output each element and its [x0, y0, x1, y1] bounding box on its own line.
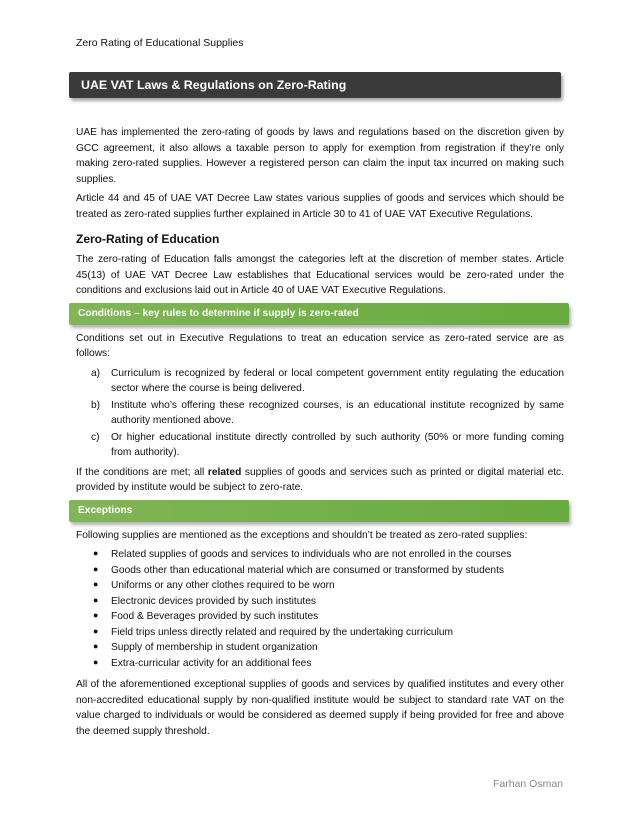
exceptions-closing: All of the aforementioned exceptional supplies of goods and services by qualified institutes and every other non-accredited educational supply by non-qualified institute would be subject to standard rate VAT on the value charged to individuals or would be considered as deemed supply if being provided for free and above the deemed supply threshold.: [76, 679, 564, 737]
condition-item: [76, 398, 564, 429]
exception-text: Electronic devices provided by such institutes: [111, 595, 316, 607]
bullet-icon: ●: [93, 656, 99, 667]
conditions-closing: [76, 465, 564, 496]
exceptions-intro: Following supplies are mentioned as the exceptions and shouldn’t be treated as zero-rated supplies:: [76, 529, 528, 541]
bullet-icon: ●: [93, 548, 99, 559]
bullet-icon: ●: [93, 594, 99, 605]
condition-marker: b): [91, 399, 101, 411]
exception-item: [76, 563, 564, 579]
main-section-banner: UAE VAT Laws & Regulations on Zero-Rating: [69, 72, 561, 98]
condition-marker: a): [91, 367, 101, 379]
exception-text: Extra-curricular activity for an additional fees: [111, 657, 312, 669]
condition-text: Or higher educational institute directly controlled by such authority (50% or more funding coming from authority).: [111, 431, 564, 459]
document-body: [76, 125, 564, 743]
exception-item: [76, 547, 564, 563]
page-header: Zero Rating of Educational Supplies: [76, 37, 244, 49]
education-heading: Zero-Rating of Education: [76, 232, 220, 246]
bullet-icon: ●: [93, 610, 99, 621]
conditions-closing-before: If the conditions are met; all: [76, 466, 208, 478]
exception-text: Related supplies of goods and services to individuals who are not enrolled in the courses: [111, 549, 512, 561]
exception-item: [76, 640, 564, 656]
exception-text: Food & Beverages provided by such institutes: [111, 611, 319, 623]
exceptions-banner: Exceptions: [69, 500, 569, 522]
exception-item: [76, 656, 564, 672]
intro-paragraph-1: UAE has implemented the zero-rating of goods by laws and regulations based on the discretion given by GCC agreement, it also allows a taxable person to apply for exemption from registration if they’re only making zero-rated supplies. However a registered person can claim the input tax incurred on making such supplies.: [76, 127, 564, 185]
intro-paragraph-2: Article 44 and 45 of UAE VAT Decree Law states various supplies of goods and services which should be treated as zero-rated supplies further explained in Article 30 to 41 of UAE VAT Executive Regulations.: [76, 193, 564, 220]
exception-item: [76, 578, 564, 594]
conditions-intro: Conditions set out in Executive Regulations to treat an education service as zero-rated service are as follows:: [76, 332, 564, 360]
condition-marker: c): [91, 431, 100, 443]
condition-item: [76, 430, 564, 461]
condition-text: Curriculum is recognized by federal or local competent government entity regulating the education sector where the course is being delivered.: [111, 367, 564, 395]
conditions-closing-after: supplies of goods and services such as printed or digital material etc. provided by institute would be subject to zero-rate.: [76, 466, 564, 494]
conditions-list: [76, 366, 564, 461]
exception-text: Uniforms or any other clothes required to be worn: [111, 580, 335, 592]
exception-item: [76, 625, 564, 641]
conditions-closing-bold: related: [207, 466, 242, 478]
exceptions-list: [76, 547, 564, 671]
footer-author: Farhan Osman: [492, 778, 563, 790]
bullet-icon: ●: [93, 625, 99, 636]
conditions-banner: Conditions – key rules to determine if supply is zero-rated: [69, 303, 569, 325]
condition-text: Institute who’s offering these recognized courses, is an educational institute recognized by same authority mentioned above.: [111, 399, 564, 427]
bullet-icon: ●: [93, 563, 99, 574]
bullet-icon: ●: [93, 641, 99, 652]
exception-text: Goods other than educational material which are consumed or transformed by students: [111, 564, 504, 576]
education-paragraph: The zero-rating of Education falls amongst the categories left at the discretion of member states. Article 45(13) of UAE VAT Decree Law establishes that Educational services would be zero-rated under the conditions and exclusions laid out in Article 40 of UAE VAT Executive Regulations.: [76, 254, 564, 297]
exception-text: Field trips unless directly related and required by the undertaking curriculum: [111, 626, 454, 638]
exception-text: Supply of membership in student organization: [111, 642, 318, 654]
exception-item: [76, 609, 564, 625]
bullet-icon: ●: [93, 579, 99, 590]
condition-item: [76, 366, 564, 397]
exception-item: [76, 594, 564, 610]
